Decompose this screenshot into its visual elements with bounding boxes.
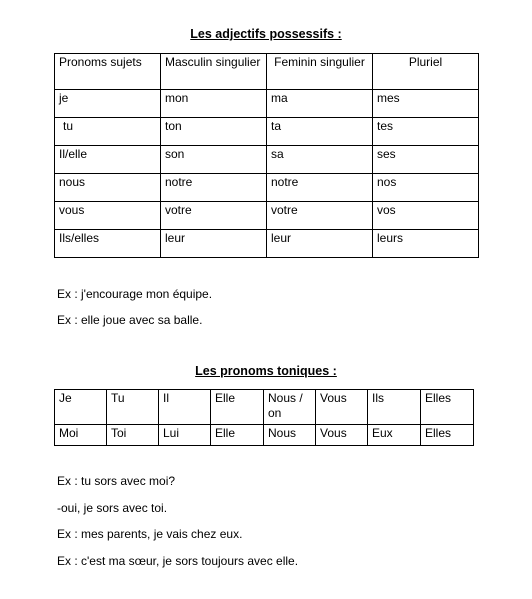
table-cell: notre	[161, 174, 267, 202]
table-cell: Eux	[368, 425, 421, 446]
table-cell: tes	[373, 118, 479, 146]
table-header-row	[55, 54, 479, 90]
table-cell: son	[161, 146, 267, 174]
table-cell: ton	[161, 118, 267, 146]
example-line: -oui, je sors avec toi.	[57, 501, 168, 515]
table-cell: Elles	[421, 425, 474, 446]
table-cell: Lui	[159, 425, 211, 446]
example-line: Ex : j'encourage mon équipe.	[57, 287, 213, 301]
table-cell: notre	[267, 174, 373, 202]
table-cell: tu	[55, 118, 161, 146]
table-row	[55, 118, 479, 146]
table-cell: Ils/elles	[55, 230, 161, 258]
table-cell: vous	[55, 202, 161, 230]
table-row	[55, 390, 474, 425]
possessive-adjectives-table	[54, 53, 479, 258]
header-cell: Pluriel	[373, 54, 479, 90]
table-cell: Il	[159, 390, 211, 425]
table-cell: Toi	[107, 425, 159, 446]
table-cell: Elles	[421, 390, 474, 425]
table-cell: Nous	[264, 425, 316, 446]
table-cell: Nous / on	[264, 390, 316, 425]
example-line: Ex : mes parents, je vais chez eux.	[57, 527, 243, 541]
table-cell: ta	[267, 118, 373, 146]
table-cell: mon	[161, 90, 267, 118]
table-cell: votre	[267, 202, 373, 230]
table-cell: sa	[267, 146, 373, 174]
table-cell: Elle	[211, 425, 264, 446]
tonic-pronouns-table	[54, 389, 474, 446]
table-row	[55, 146, 479, 174]
table-cell: Je	[55, 390, 107, 425]
table-cell: ses	[373, 146, 479, 174]
table-cell: Il/elle	[55, 146, 161, 174]
possessive-adjectives-title: Les adjectifs possessifs :	[190, 27, 342, 41]
table-row	[55, 230, 479, 258]
table-cell: nos	[373, 174, 479, 202]
table-row	[55, 90, 479, 118]
tonic-pronouns-title: Les pronoms toniques :	[195, 364, 337, 378]
header-cell: Masculin singulier	[161, 54, 267, 90]
header-cell: Pronoms sujets	[55, 54, 161, 90]
table-cell: Tu	[107, 390, 159, 425]
table-cell: mes	[373, 90, 479, 118]
table-row	[55, 174, 479, 202]
example-line: Ex : tu sors avec moi?	[57, 474, 176, 488]
table-row	[55, 425, 474, 446]
table-cell: leur	[267, 230, 373, 258]
table-cell: Elle	[211, 390, 264, 425]
table-cell: vos	[373, 202, 479, 230]
table-cell: leur	[161, 230, 267, 258]
table-cell: je	[55, 90, 161, 118]
table-cell: Moi	[55, 425, 107, 446]
table-cell: ma	[267, 90, 373, 118]
table-cell: votre	[161, 202, 267, 230]
example-line: Ex : elle joue avec sa balle.	[57, 313, 203, 327]
table-cell: leurs	[373, 230, 479, 258]
table-cell: Ils	[368, 390, 421, 425]
header-cell: Feminin singulier	[267, 54, 373, 90]
table-cell: Vous	[316, 390, 368, 425]
table-cell: Vous	[316, 425, 368, 446]
table-row	[55, 202, 479, 230]
table-cell: nous	[55, 174, 161, 202]
example-line: Ex : c'est ma sœur, je sors toujours avec elle.	[57, 554, 299, 568]
